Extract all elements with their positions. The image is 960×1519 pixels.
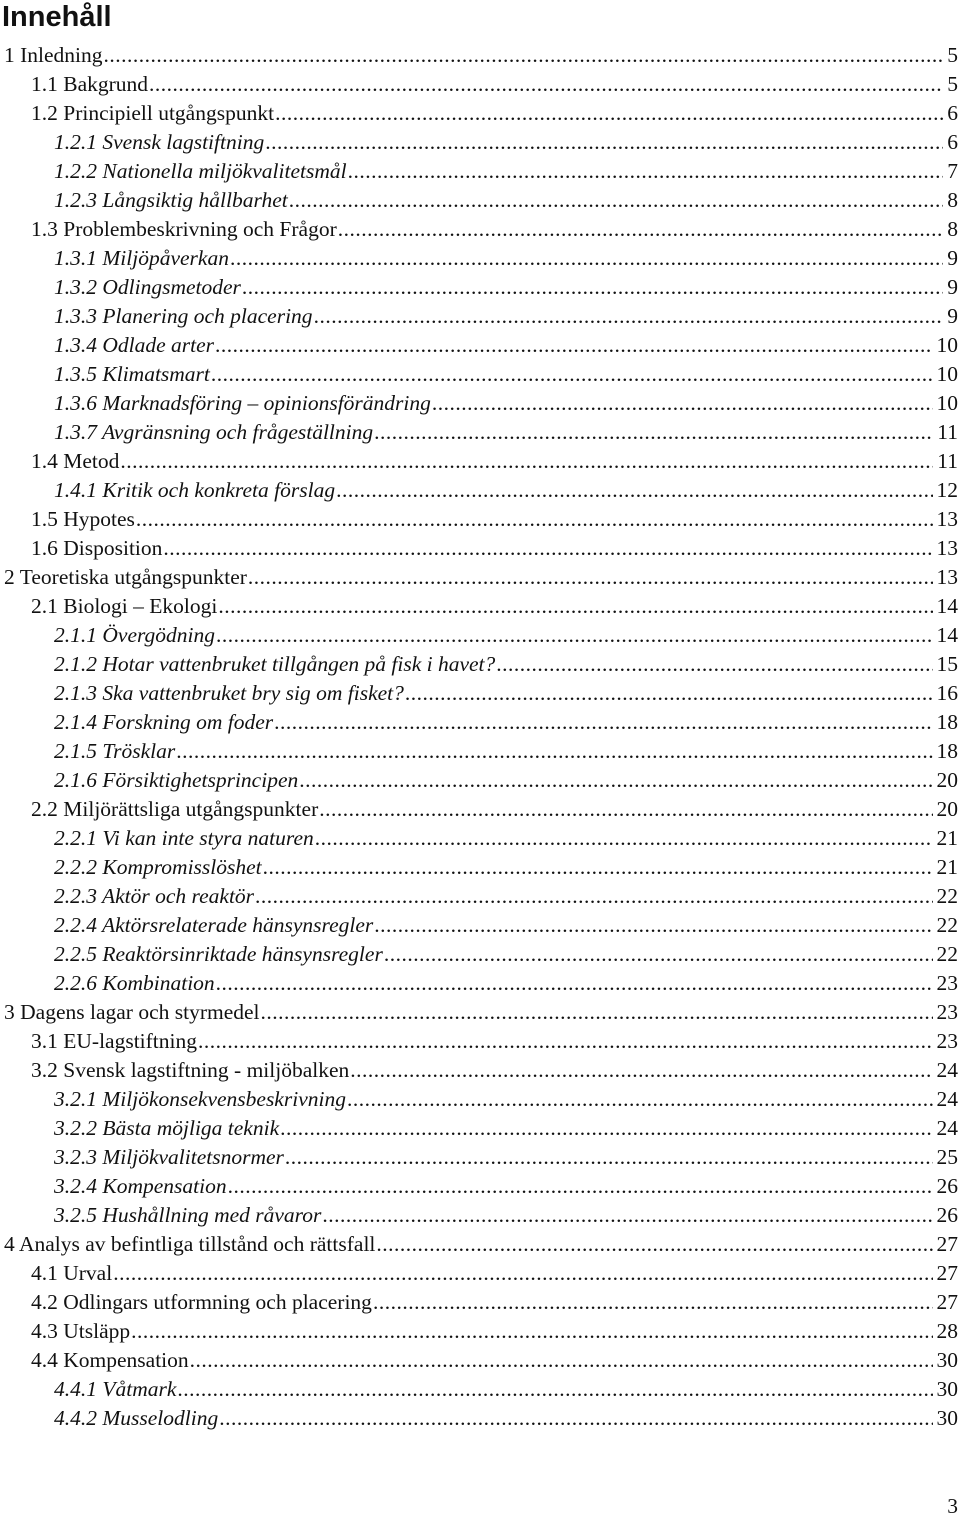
toc-entry-label: 2.2.5 Reaktörsinriktade hänsynsregler: [54, 942, 383, 966]
toc-entry[interactable]: [0, 969, 960, 998]
toc-entry-label: 3.2.1 Miljökonsekvensbeskrivning: [54, 1087, 346, 1111]
toc-entry-page: 8: [947, 217, 958, 241]
toc-dot-leader: [248, 563, 933, 592]
toc-dot-leader: [347, 1085, 933, 1114]
toc-entry-page: 18: [936, 739, 958, 763]
toc-entry[interactable]: [0, 302, 960, 331]
toc-entry-page: 7: [947, 159, 958, 183]
toc-entry[interactable]: [0, 128, 960, 157]
toc-entry-page: 27: [936, 1261, 958, 1285]
toc-entry-page: 26: [936, 1203, 958, 1227]
toc-entry[interactable]: [0, 1259, 960, 1288]
toc-dot-leader: [432, 389, 933, 418]
toc-dot-leader: [131, 1317, 932, 1346]
toc-dot-leader: [338, 215, 944, 244]
toc-entry-label: 1.2.2 Nationella miljökvalitetsmål: [54, 159, 347, 183]
toc-entry-page: 11: [937, 449, 958, 473]
toc-entry[interactable]: [0, 447, 960, 476]
toc-entry-label: 1.3.7 Avgränsning och frågeställning: [54, 420, 374, 444]
toc-entry-label: 4 Analys av befintliga tillstånd och rättsfall: [4, 1232, 376, 1256]
toc-dot-leader: [376, 1230, 932, 1259]
toc-entry[interactable]: [0, 1375, 960, 1404]
toc-entry[interactable]: [0, 1114, 960, 1143]
toc-entry-label: 4.4.2 Musselodling: [54, 1406, 219, 1430]
toc-entry[interactable]: [0, 650, 960, 679]
toc-entry[interactable]: [0, 1143, 960, 1172]
toc-entry[interactable]: [0, 186, 960, 215]
toc-entry-page: 5: [947, 43, 958, 67]
toc-entry[interactable]: [0, 389, 960, 418]
toc-entry[interactable]: [0, 70, 960, 99]
toc-entry-page: 12: [936, 478, 958, 502]
toc-entry-page: 9: [947, 275, 958, 299]
toc-entry-label: 2.2.2 Kompromisslöshet: [54, 855, 262, 879]
toc-dot-leader: [113, 1259, 932, 1288]
toc-entry-label: 1.6 Disposition: [31, 536, 163, 560]
toc-entry-page: 10: [936, 333, 958, 357]
toc-entry-label: 4.3 Utsläpp: [31, 1319, 131, 1343]
toc-entry-page: 20: [936, 768, 958, 792]
toc-entry-page: 10: [936, 391, 958, 415]
toc-entry[interactable]: [0, 1404, 960, 1433]
toc-entry-label: 1.1 Bakgrund: [31, 72, 149, 96]
toc-entry-label: 1.3.6 Marknadsföring – opinionsförändring: [54, 391, 431, 415]
toc-entry-label: 2.1.5 Trösklar: [54, 739, 176, 763]
toc-entry-page: 14: [936, 623, 958, 647]
toc-entry[interactable]: [0, 1201, 960, 1230]
toc-dot-leader: [374, 911, 932, 940]
toc-dot-leader: [274, 708, 932, 737]
toc-entry[interactable]: [0, 1230, 960, 1259]
toc-entry[interactable]: [0, 360, 960, 389]
toc-entry[interactable]: [0, 418, 960, 447]
toc-entry[interactable]: [0, 563, 960, 592]
toc-dot-leader: [373, 1288, 933, 1317]
toc-entry-label: 2.2.1 Vi kan inte styra naturen: [54, 826, 314, 850]
toc-entry-page: 22: [936, 913, 958, 937]
toc-entry-page: 22: [936, 942, 958, 966]
toc-entry-page: 9: [947, 304, 958, 328]
toc-entry-label: 1 Inledning: [4, 43, 103, 67]
toc-dot-leader: [176, 737, 932, 766]
toc-dot-leader: [265, 128, 943, 157]
toc-entry[interactable]: [0, 1172, 960, 1201]
toc-entry-label: 1.3 Problembeskrivning och Frågor: [31, 217, 337, 241]
toc-entry[interactable]: [0, 795, 960, 824]
toc-entry-label: 4.4.1 Våtmark: [54, 1377, 177, 1401]
toc-entry-label: 1.2.3 Långsiktig hållbarhet: [54, 188, 288, 212]
toc-entry-page: 21: [936, 826, 958, 850]
toc-entry[interactable]: [0, 1085, 960, 1114]
toc-dot-leader: [198, 1027, 932, 1056]
toc-entry-page: 30: [936, 1406, 958, 1430]
toc-dot-leader: [315, 824, 933, 853]
toc-entry[interactable]: [0, 998, 960, 1027]
toc-entry[interactable]: [0, 157, 960, 186]
toc-dot-leader: [405, 679, 933, 708]
toc-entry-page: 5: [947, 72, 958, 96]
toc-dot-leader: [299, 766, 932, 795]
toc-dot-leader: [374, 418, 933, 447]
toc-entry-label: 1.3.3 Planering och placering: [54, 304, 313, 328]
toc-dot-leader: [348, 157, 944, 186]
toc-entry[interactable]: [0, 708, 960, 737]
toc-entry[interactable]: [0, 215, 960, 244]
toc-dot-leader: [350, 1056, 932, 1085]
toc-entry-page: 8: [947, 188, 958, 212]
toc-entry-page: 27: [936, 1290, 958, 1314]
toc-entry-label: 2.1.2 Hotar vattenbruket tillgången på fisk i havet?: [54, 652, 496, 676]
toc-entry-label: 2.2.4 Aktörsrelaterade hänsynsregler: [54, 913, 374, 937]
toc-entry[interactable]: [0, 940, 960, 969]
toc-dot-leader: [263, 853, 933, 882]
toc-entry-page: 9: [947, 246, 958, 270]
toc-dot-leader: [136, 505, 933, 534]
toc-entry[interactable]: [0, 41, 960, 70]
toc-entry-label: 1.2.1 Svensk lagstiftning: [54, 130, 265, 154]
toc-dot-leader: [336, 476, 932, 505]
toc-dot-leader: [177, 1375, 932, 1404]
toc-entry-page: 21: [936, 855, 958, 879]
toc-entry-label: 1.3.1 Miljöpåverkan: [54, 246, 229, 270]
toc-entry[interactable]: [0, 476, 960, 505]
toc-entry[interactable]: [0, 1346, 960, 1375]
toc-entry[interactable]: [0, 766, 960, 795]
toc-entry[interactable]: [0, 1056, 960, 1085]
toc-entry-page: 23: [936, 971, 958, 995]
toc-dot-leader: [104, 41, 944, 70]
toc-dot-leader: [190, 1346, 933, 1375]
toc-entry-page: 30: [936, 1348, 958, 1372]
toc-entry-page: 23: [936, 1029, 958, 1053]
toc-dot-leader: [230, 244, 943, 273]
toc-dot-leader: [211, 360, 933, 389]
toc-entry-page: 26: [936, 1174, 958, 1198]
toc-entry-label: 2.2.6 Kombination: [54, 971, 215, 995]
toc-entry[interactable]: [0, 592, 960, 621]
toc-dot-leader: [384, 940, 933, 969]
toc-entry-page: 11: [937, 420, 958, 444]
toc-entry-page: 6: [947, 130, 958, 154]
toc-entry[interactable]: [0, 882, 960, 911]
page-number: 3: [947, 1494, 958, 1518]
toc-entry-label: 3.2 Svensk lagstiftning - miljöbalken: [31, 1058, 350, 1082]
toc-entry-label: 3.2.3 Miljökvalitetsnormer: [54, 1145, 284, 1169]
toc-dot-leader: [319, 795, 932, 824]
toc-entry-page: 15: [936, 652, 958, 676]
toc-entry-page: 20: [936, 797, 958, 821]
table-of-contents: [0, 41, 960, 1433]
toc-dot-leader: [216, 621, 932, 650]
toc-entry-page: 24: [936, 1116, 958, 1140]
toc-entry-page: 10: [936, 362, 958, 386]
toc-dot-leader: [261, 998, 933, 1027]
toc-dot-leader: [215, 331, 932, 360]
toc-entry[interactable]: [0, 621, 960, 650]
toc-dot-leader: [242, 273, 943, 302]
toc-heading: Innehåll: [2, 1, 112, 33]
toc-entry-label: 3.2.2 Bästa möjliga teknik: [54, 1116, 280, 1140]
toc-entry-label: 2.1.1 Övergödning: [54, 623, 216, 647]
toc-entry-label: 1.3.2 Odlingsmetoder: [54, 275, 241, 299]
toc-dot-leader: [275, 99, 943, 128]
toc-entry[interactable]: [0, 534, 960, 563]
toc-entry-page: 13: [936, 536, 958, 560]
toc-entry[interactable]: [0, 1288, 960, 1317]
toc-dot-leader: [163, 534, 932, 563]
toc-entry-page: 16: [936, 681, 958, 705]
toc-entry-page: 27: [936, 1232, 958, 1256]
toc-dot-leader: [228, 1172, 933, 1201]
toc-entry-page: 23: [936, 1000, 958, 1024]
toc-entry[interactable]: [0, 737, 960, 766]
toc-entry-label: 2.1.6 Försiktighetsprincipen: [54, 768, 299, 792]
toc-entry-label: 1.3.5 Klimatsmart: [54, 362, 210, 386]
toc-entry[interactable]: [0, 911, 960, 940]
toc-entry[interactable]: [0, 244, 960, 273]
toc-entry[interactable]: [0, 331, 960, 360]
toc-entry[interactable]: [0, 679, 960, 708]
toc-entry-label: 3 Dagens lagar och styrmedel: [4, 1000, 260, 1024]
toc-dot-leader: [289, 186, 944, 215]
toc-entry-label: 2.2 Miljörättsliga utgångspunkter: [31, 797, 319, 821]
toc-entry-label: 2 Teoretiska utgångspunkter: [4, 565, 247, 589]
toc-entry-label: 1.4 Metod: [31, 449, 120, 473]
toc-entry-label: 3.1 EU-lagstiftning: [31, 1029, 198, 1053]
toc-dot-leader: [219, 1404, 932, 1433]
toc-entry-page: 30: [936, 1377, 958, 1401]
toc-dot-leader: [314, 302, 944, 331]
toc-entry[interactable]: [0, 505, 960, 534]
toc-entry-page: 25: [936, 1145, 958, 1169]
toc-entry-label: 1.2 Principiell utgångspunkt: [31, 101, 275, 125]
toc-entry-label: 2.1 Biologi – Ekologi: [31, 594, 218, 618]
toc-entry[interactable]: [0, 1317, 960, 1346]
toc-entry[interactable]: [0, 273, 960, 302]
toc-entry-label: 4.4 Kompensation: [31, 1348, 189, 1372]
toc-entry[interactable]: [0, 824, 960, 853]
toc-dot-leader: [280, 1114, 932, 1143]
toc-dot-leader: [216, 969, 933, 998]
toc-entry-label: 3.2.4 Kompensation: [54, 1174, 227, 1198]
toc-dot-leader: [322, 1201, 932, 1230]
toc-entry-label: 1.5 Hypotes: [31, 507, 135, 531]
toc-entry-page: 18: [936, 710, 958, 734]
toc-entry-page: 6: [947, 101, 958, 125]
toc-entry-label: 1.3.4 Odlade arter: [54, 333, 215, 357]
toc-entry-page: 28: [936, 1319, 958, 1343]
toc-dot-leader: [149, 70, 943, 99]
toc-entry[interactable]: [0, 853, 960, 882]
toc-dot-leader: [496, 650, 932, 679]
toc-entry-label: 2.1.4 Forskning om foder: [54, 710, 274, 734]
toc-entry-label: 4.1 Urval: [31, 1261, 113, 1285]
toc-entry[interactable]: [0, 1027, 960, 1056]
toc-entry-page: 24: [936, 1058, 958, 1082]
toc-entry-page: 13: [936, 565, 958, 589]
toc-dot-leader: [218, 592, 932, 621]
toc-entry-label: 3.2.5 Hushållning med råvaror: [54, 1203, 322, 1227]
toc-entry-page: 22: [936, 884, 958, 908]
toc-entry-page: 14: [936, 594, 958, 618]
toc-dot-leader: [255, 882, 932, 911]
toc-dot-leader: [285, 1143, 933, 1172]
toc-entry-label: 2.2.3 Aktör och reaktör: [54, 884, 255, 908]
toc-entry-page: 13: [936, 507, 958, 531]
toc-dot-leader: [120, 447, 933, 476]
toc-entry-label: 1.4.1 Kritik och konkreta förslag: [54, 478, 336, 502]
toc-entry[interactable]: [0, 99, 960, 128]
toc-entry-label: 2.1.3 Ska vattenbruket bry sig om fisket?: [54, 681, 404, 705]
toc-entry-page: 24: [936, 1087, 958, 1111]
toc-entry-label: 4.2 Odlingars utformning och placering: [31, 1290, 372, 1314]
